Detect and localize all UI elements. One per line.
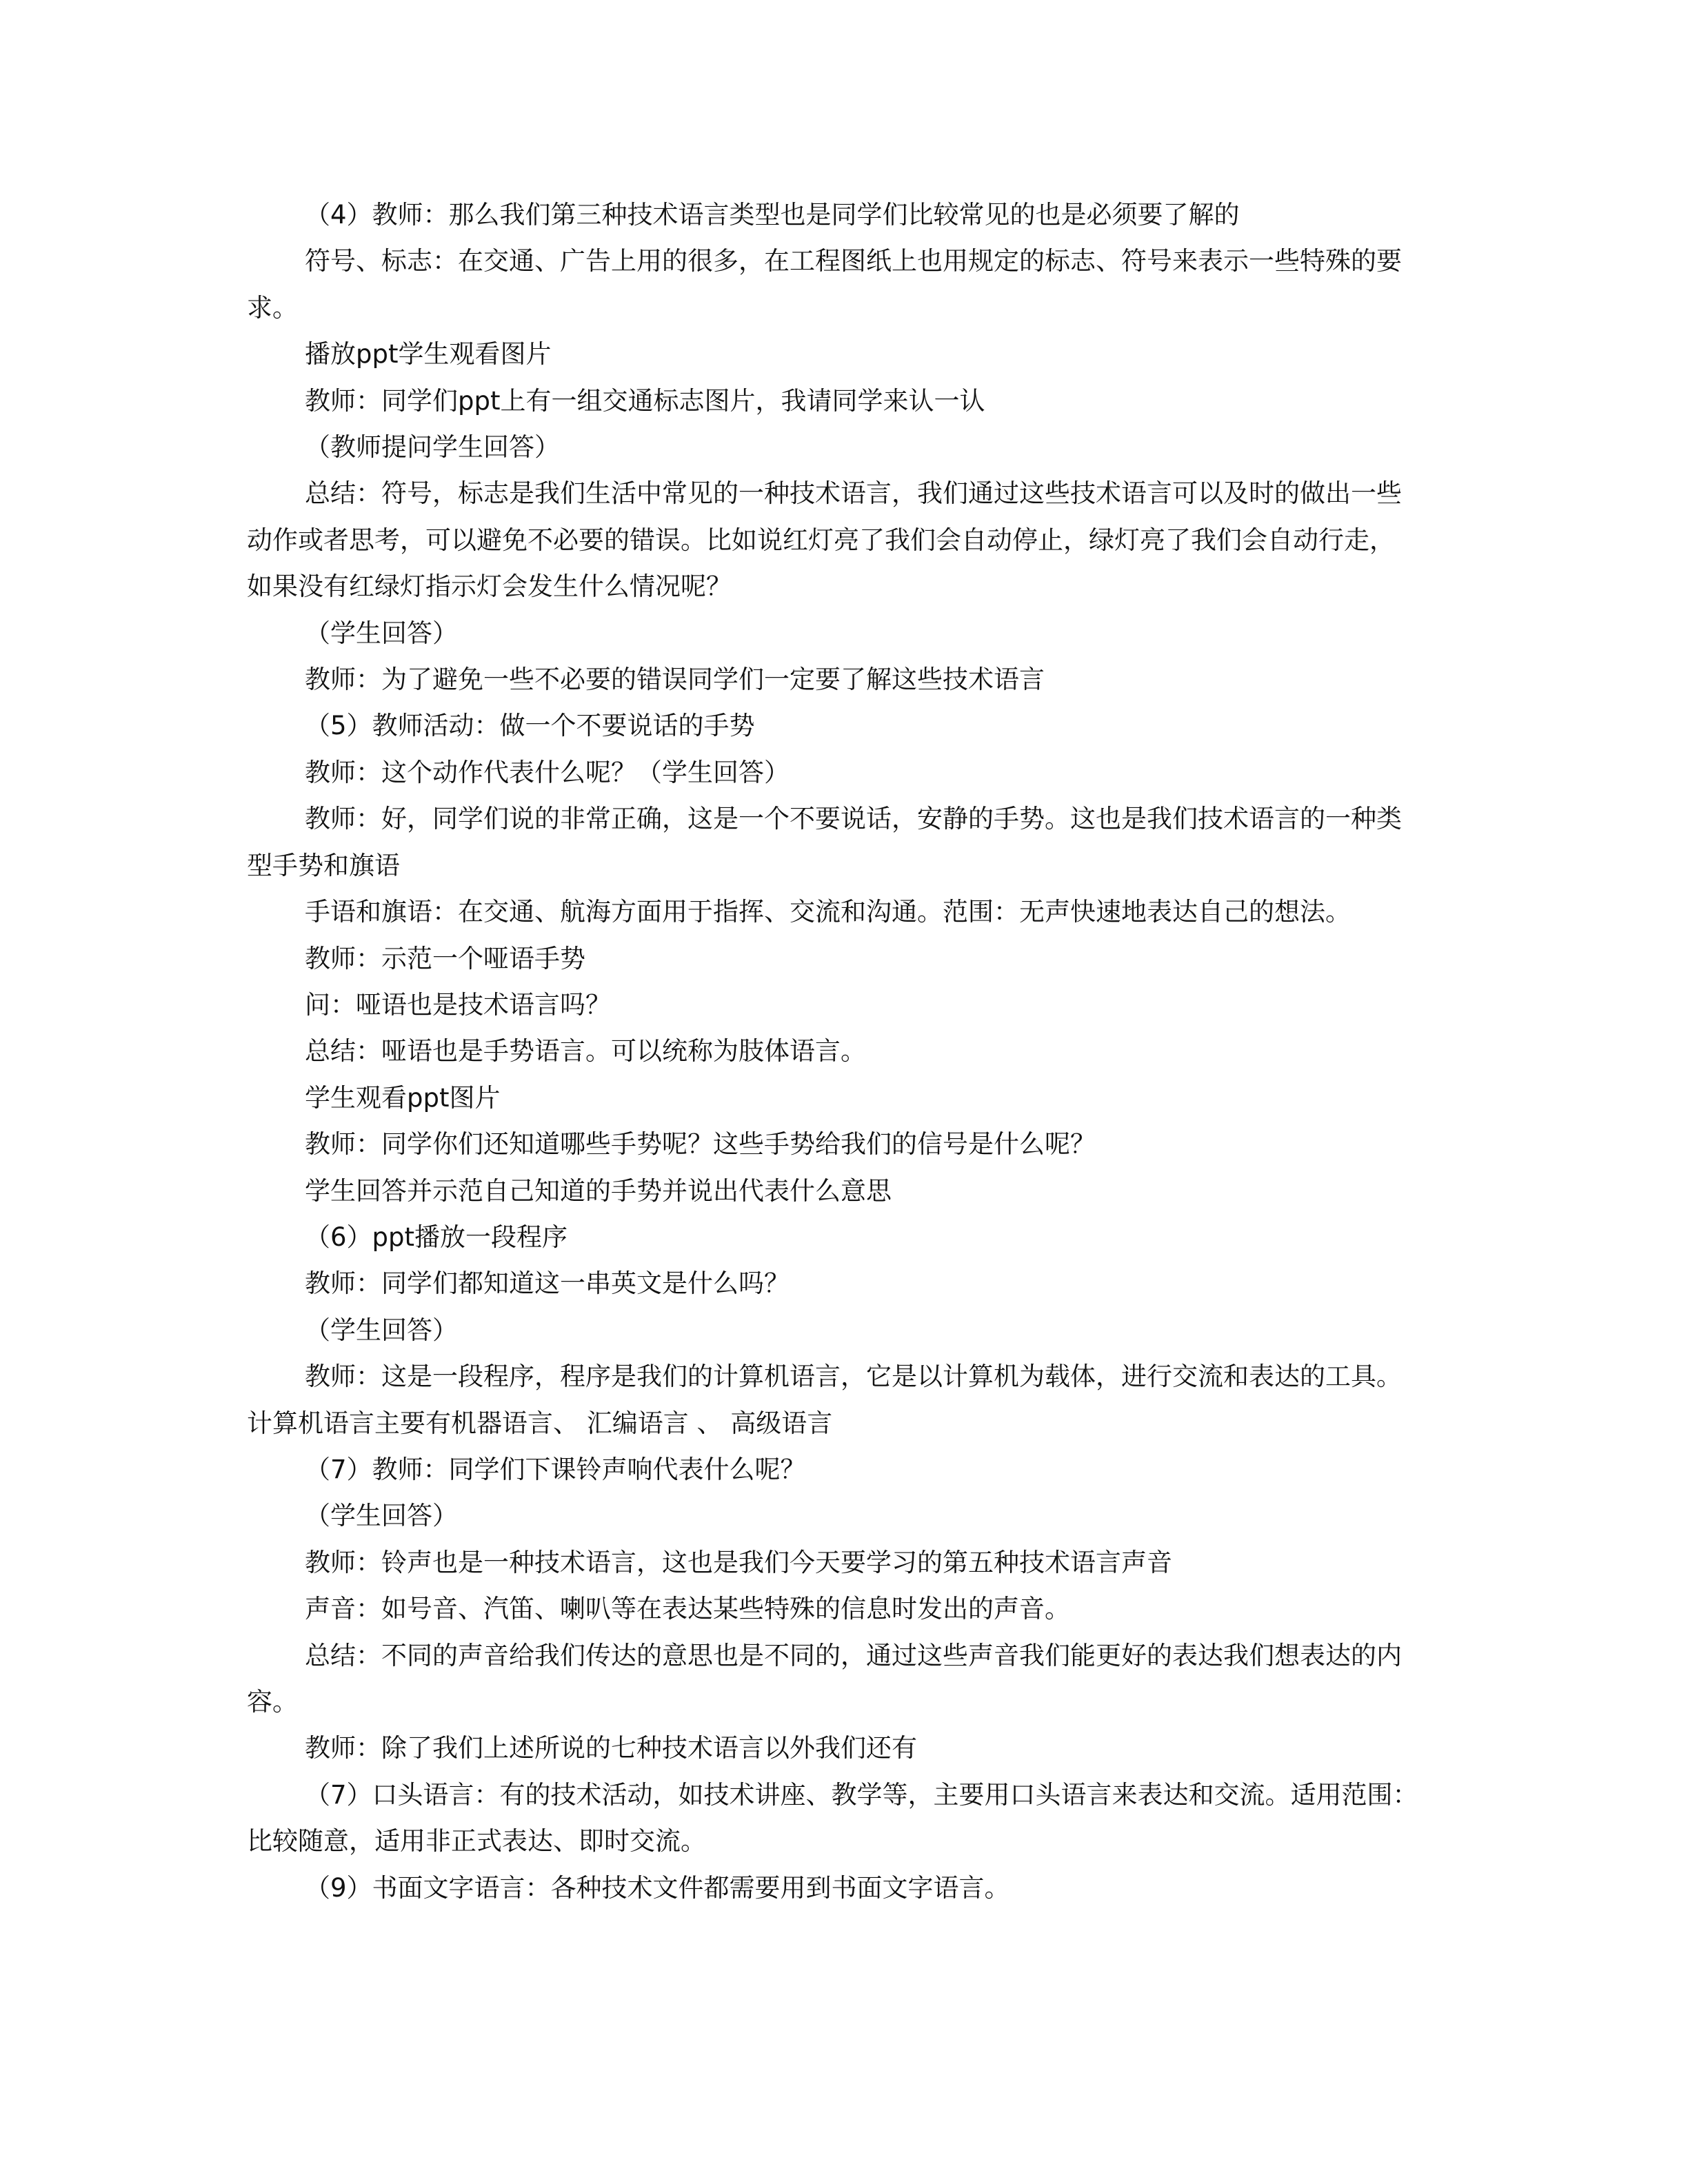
paragraph: 教师：为了避免一些不必要的错误同学们一定要了解这些技术语言 [305,665,1045,695]
paragraph: （9）书面文字语言：各种技术文件都需要用到书面文字语言。 [305,1872,1010,1903]
paragraph: 教师：铃声也是一种技术语言，这也是我们今天要学习的第五种技术语言声音 [305,1547,1172,1577]
paragraph: （7）教师：同学们下课铃声响代表什么呢？ [305,1454,806,1484]
paragraph: （学生回答） [305,618,458,648]
paragraph: 教师：示范一个哑语手势 [305,943,585,973]
paragraph: （6）ppt播放一段程序 [305,1222,568,1252]
paragraph: （学生回答） [305,1501,458,1531]
paragraph: 教师：这是一段程序，程序是我们的计算机语言，它是以计算机为载体，进行交流和表达的工具。计算机语言主要有机器语言、 汇编语言 、 高级语言 [247,1362,1402,1438]
paragraph: 总结：哑语也是手势语言。可以统称为肢体语言。 [305,1036,866,1066]
paragraph: 符号、标志：在交通、广告上用的很多，在工程图纸上也用规定的标志、符号来表示一些特殊的要求。 [247,246,1402,323]
paragraph: 播放ppt学生观看图片 [305,339,552,370]
paragraph: 学生观看ppt图片 [305,1082,501,1113]
paragraph: 总结：不同的声音给我们传达的意思也是不同的，通过这些声音我们能更好的表达我们想表达的内容。 [247,1640,1402,1717]
paragraph: 声音：如号音、汽笛、喇叭等在表达某些特殊的信息时发出的声音。 [305,1594,1070,1624]
paragraph: 教师：同学你们还知道哪些手势呢？这些手势给我们的信号是什么呢？ [305,1129,1096,1160]
paragraph: 教师：同学们ppt上有一组交通标志图片，我请同学来认一认 [305,385,985,416]
paragraph: 教师：这个动作代表什么呢？（学生回答） [305,757,790,787]
paragraph: 教师：除了我们上述所说的七种技术语言以外我们还有 [305,1733,917,1763]
document-body [247,192,1419,1911]
paragraph: （5）教师活动：做一个不要说话的手势 [305,711,755,741]
paragraph: 问：哑语也是技术语言吗？ [305,989,611,1020]
paragraph: 学生回答并示范自己知道的手势并说出代表什么意思 [305,1175,892,1206]
paragraph: （教师提问学生回答） [305,432,560,463]
paragraph: 教师：好，同学们说的非常正确，这是一个不要说话，安静的手势。这也是我们技术语言的一种类型手势和旗语 [247,804,1402,880]
paragraph: （4）教师：那么我们第三种技术语言类型也是同学们比较常见的也是必须要了解的 [305,200,1240,230]
paragraph: 手语和旗语：在交通、航海方面用于指挥、交流和沟通。范围：无声快速地表达自己的想法。 [305,897,1351,927]
paragraph: （学生回答） [305,1315,458,1345]
paragraph: 总结：符号，标志是我们生活中常见的一种技术语言，我们通过这些技术语言可以及时的做出一些动作或者思考，可以避免不必要的错误。比如说红灯亮了我们会自动停止，绿灯亮了我们会自动行走，如果没有红绿灯指示灯会发生什么情况呢？ [247,478,1402,602]
paragraph: （7）口头语言：有的技术活动，如技术讲座、教学等，主要用口头语言来表达和交流。适用范围：比较随意，适用非正式表达、即时交流。 [247,1779,1418,1857]
paragraph: 教师：同学们都知道这一串英文是什么吗？ [305,1268,790,1299]
